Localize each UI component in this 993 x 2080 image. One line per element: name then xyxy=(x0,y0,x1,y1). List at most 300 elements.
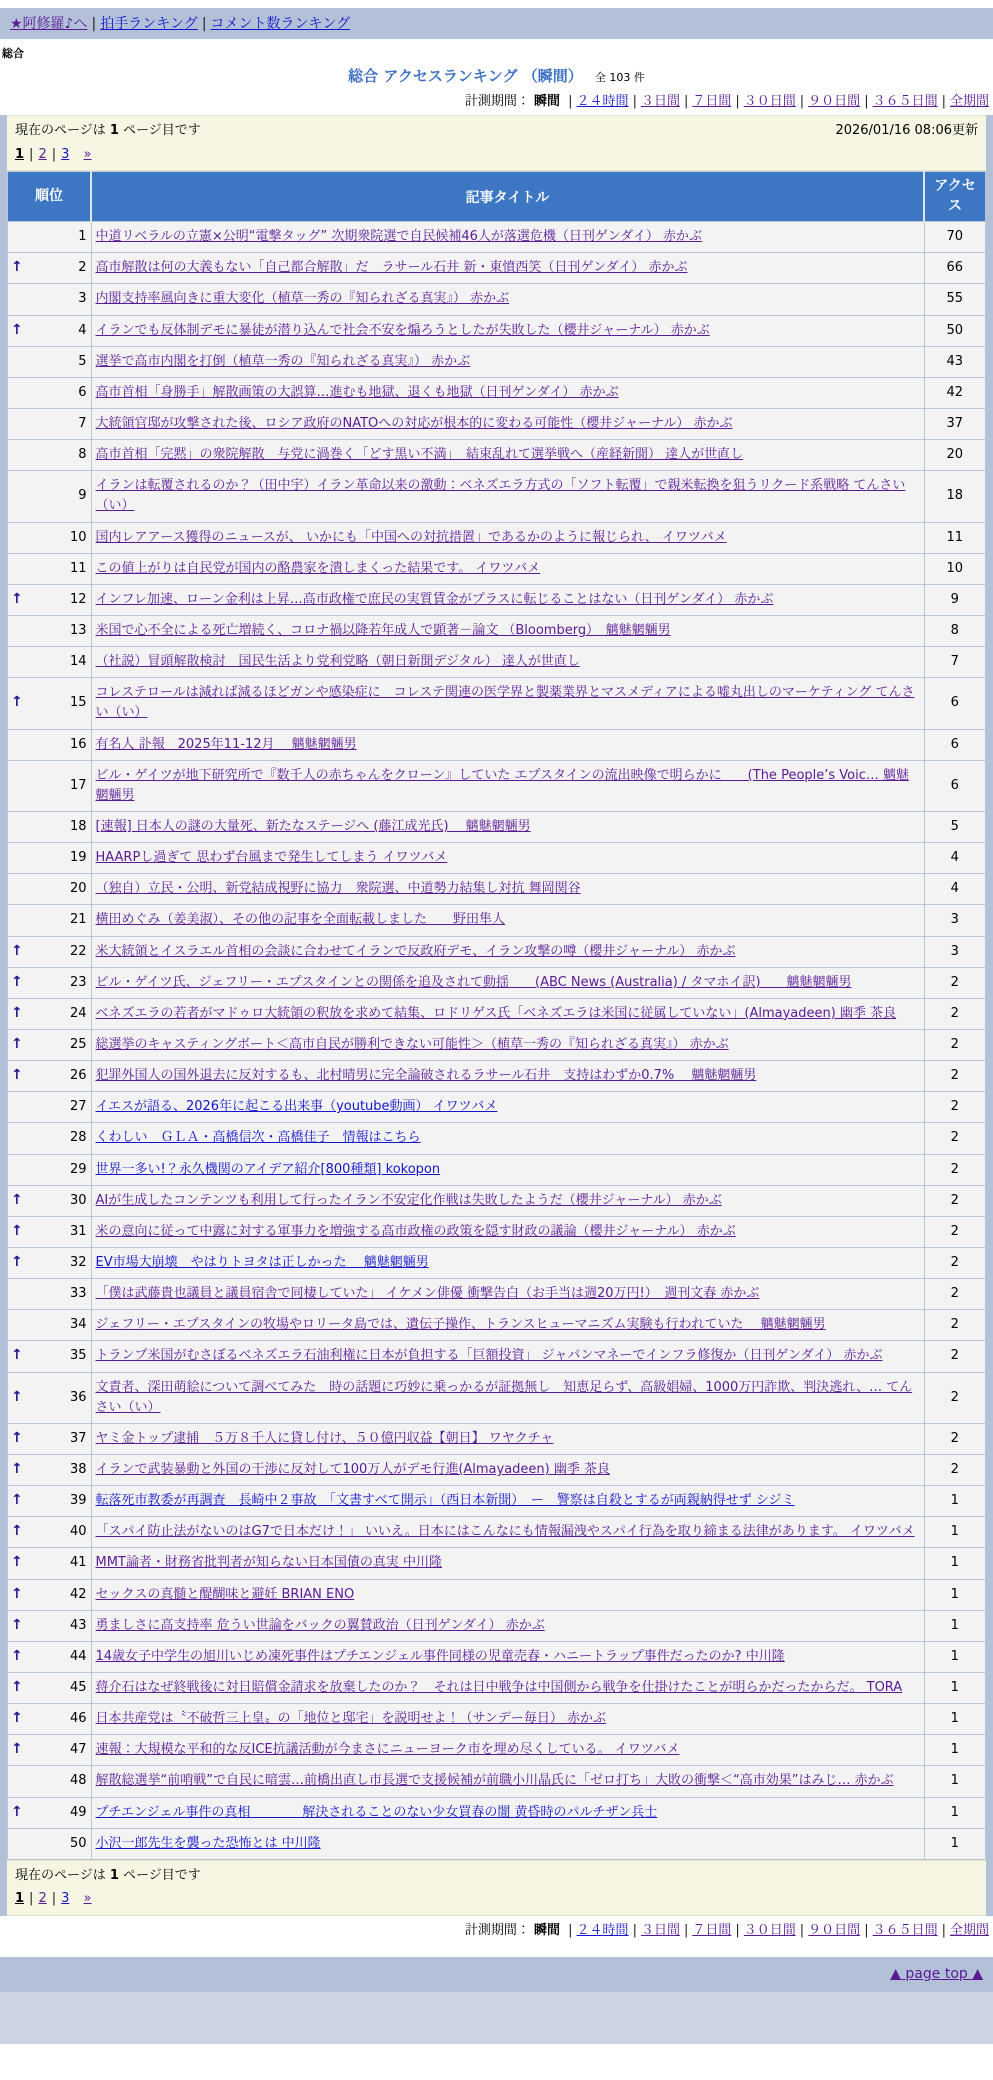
article-link[interactable]: この値上がりは自民党が国内の酪農家を潰しまくった結果です。 イワツバメ xyxy=(95,560,541,576)
table-row xyxy=(8,284,986,315)
rank-cell xyxy=(8,874,92,905)
access-count-cell: 18 xyxy=(924,471,986,522)
pagination-separator xyxy=(74,1891,78,1906)
rank-cell xyxy=(8,616,92,647)
article-title-cell xyxy=(91,1486,924,1517)
article-link[interactable]: 文責者、深田萌絵について調べてみた 時の話題に巧妙に乗っかるが証拠無し 知恵足らず、高級娼婦、1000万円詐欺、判決逃れ、… てんさい（い） xyxy=(95,1379,913,1415)
rank-number: 17 xyxy=(69,777,87,793)
rank-number: 44 xyxy=(69,1648,87,1664)
rank-cell xyxy=(8,967,92,998)
rank-up-arrow-icon: ↑ xyxy=(11,1803,23,1820)
article-title-cell xyxy=(91,553,924,584)
period-link[interactable]: ３日間 xyxy=(640,1922,680,1938)
table-row xyxy=(8,346,986,377)
column-header-rank: 順位 xyxy=(8,172,92,222)
article-title-cell xyxy=(91,1797,924,1828)
table-row xyxy=(8,1797,986,1828)
page-title-line xyxy=(0,63,993,87)
rank-cell xyxy=(8,1372,92,1423)
table-row xyxy=(8,1672,986,1703)
rank-number: 38 xyxy=(69,1461,87,1477)
table-row xyxy=(8,253,986,284)
rank-cell xyxy=(8,222,92,253)
current-page-number: 1 xyxy=(109,1867,119,1883)
rank-number: 6 xyxy=(78,384,87,400)
rank-cell xyxy=(8,1735,92,1766)
table-row xyxy=(8,440,986,471)
rank-number: 10 xyxy=(69,529,87,545)
table-row xyxy=(8,1372,986,1423)
article-title-cell xyxy=(91,678,924,729)
article-title-cell xyxy=(91,1341,924,1372)
rank-number: 18 xyxy=(69,819,87,834)
rank-number: 26 xyxy=(69,1068,87,1084)
article-title-cell xyxy=(91,760,924,811)
period-separator: | xyxy=(632,1922,637,1938)
article-title-cell xyxy=(91,471,924,522)
rank-cell xyxy=(8,1641,92,1672)
nav-link-clap-ranking[interactable]: 拍手ランキング xyxy=(100,16,198,32)
article-link[interactable]: 米の意向に従って中露に対する軍事力を増強する高市政権の政策を隠す財政の議論（櫻井ジャーナル） 赤かぶ xyxy=(95,1223,736,1239)
access-count-cell: 2 xyxy=(924,1185,986,1216)
pagination-separator: | xyxy=(29,1891,34,1907)
article-title-cell xyxy=(91,1548,924,1579)
rank-cell xyxy=(8,1454,92,1485)
article-title-cell xyxy=(91,1029,924,1060)
period-separator: | xyxy=(799,1922,805,1938)
period-link[interactable]: ２４時間 xyxy=(576,1922,629,1938)
article-title-cell xyxy=(91,616,924,647)
article-title-cell xyxy=(91,967,924,998)
article-link[interactable]: 高市首相「身勝手」解散画策の大誤算…進むも地獄、退くも地獄（日刊ゲンダイ） 赤かぶ xyxy=(95,384,619,400)
table-row xyxy=(8,905,986,936)
table-row xyxy=(8,1341,986,1372)
period-link[interactable]: ７日間 xyxy=(692,94,732,109)
updated-timestamp: 2026/01/16 08:06更新 xyxy=(835,123,978,138)
rank-up-arrow-icon: ↑ xyxy=(11,1036,23,1053)
rank-up-arrow-icon: ↑ xyxy=(11,1254,23,1271)
rank-up-arrow-icon: ↑ xyxy=(11,1005,23,1022)
rank-cell xyxy=(8,1828,92,1859)
rank-number: 50 xyxy=(69,1835,87,1851)
article-link[interactable]: 犯罪外国人の国外退去に反対するも、北村晴男に完全論破されるラサール石井 支持はわずか0.7% 魑魅魍魎男 xyxy=(95,1068,757,1084)
article-link[interactable]: インフレ加速、ローン金利は上昇…高市政権で庶民の実質賃金がプラスに転じることはない（日刊ゲンダイ） 赤かぶ xyxy=(95,591,774,607)
access-count-cell: 2 xyxy=(924,1092,986,1123)
article-title-cell xyxy=(91,222,924,253)
article-link[interactable]: （社説）冒頭解散検討 国民生活より党利党略（朝日新聞デジタル） 達人が世直し xyxy=(95,654,580,670)
rank-number: 8 xyxy=(78,447,87,463)
pagination-page-link[interactable]: 3 xyxy=(61,146,70,162)
article-title-cell xyxy=(91,377,924,408)
period-separator: | xyxy=(568,1922,573,1938)
table-row xyxy=(8,760,986,811)
access-count-cell: 2 xyxy=(924,1061,986,1092)
article-link[interactable]: （独自）立民・公明、新党結成視野に協力 衆院選、中道勢力結集し対抗 舞岡関谷 xyxy=(95,881,581,897)
rank-cell xyxy=(8,1029,92,1060)
period-separator: | xyxy=(683,1922,689,1938)
rank-number: 22 xyxy=(69,943,87,959)
access-count-cell: 66 xyxy=(924,253,986,284)
rank-cell xyxy=(8,409,92,440)
article-link[interactable]: 国内レアアース獲得のニュースが、 いかにも「中国への対抗措置」であるかのように報じられ、 イワツバメ xyxy=(95,529,727,545)
period-links xyxy=(564,1923,989,1938)
pagination-separator xyxy=(74,147,78,162)
pagination-bottom xyxy=(15,1889,978,1909)
article-link[interactable]: ヤミ金トップ逮捕 ５万８千人に貸し付け、５０億円収益【朝日】 ワヤクチャ xyxy=(95,1430,554,1446)
table-row xyxy=(8,843,986,874)
rank-up-arrow-icon: ↑ xyxy=(11,591,23,608)
article-link[interactable]: プチエンジェル事件の真相 解決されることのない少女買春の闇 黄昏時のパルチザン兵士 xyxy=(95,1804,658,1820)
access-count-cell: 55 xyxy=(924,284,986,315)
article-title-cell xyxy=(91,1423,924,1454)
access-count-cell: 8 xyxy=(924,616,986,647)
table-row xyxy=(8,471,986,522)
table-row xyxy=(8,1061,986,1092)
article-link[interactable]: 米国で心不全による死亡増続く、コロナ禍以降若年成人で顕著－論文 （Bloomberg） 魑魅魍魎男 xyxy=(95,623,671,639)
period-bar-top xyxy=(0,87,993,115)
article-link[interactable]: 解散総選挙“前哨戦”で自民に暗雲…前橋出直し市長選で支援候補が前職小川晶氏に「ゼロ打ち」大敗の衝撃＜“高市効果”はみじ… 赤かぶ xyxy=(95,1773,894,1789)
article-link[interactable]: 中道リベラルの立憲×公明“電撃タッグ” 次期衆院選で自民候補46人が落選危機（日刊ゲンダイ） 赤かぶ xyxy=(95,229,702,245)
article-title-cell xyxy=(91,253,924,284)
table-row xyxy=(8,1548,986,1579)
period-separator: | xyxy=(941,1922,946,1938)
table-row xyxy=(8,1454,986,1485)
rank-cell xyxy=(8,729,92,760)
rank-number: 25 xyxy=(69,1036,87,1052)
access-count-cell: 1 xyxy=(924,1579,986,1610)
article-link[interactable]: MMT論者・財務省批判者が知らない日本国債の真実 中川隆 xyxy=(95,1555,443,1571)
rank-cell xyxy=(8,1061,92,1092)
rank-number: 24 xyxy=(69,1005,87,1021)
article-link[interactable]: イランでも反体制デモに暴徒が潜り込んで社会不安を煽ろうとしたが失敗した（櫻井ジャーナル） 赤かぶ xyxy=(95,322,710,338)
access-count-cell: 2 xyxy=(924,1423,986,1454)
article-title-cell xyxy=(91,1641,924,1672)
rank-cell xyxy=(8,1610,92,1641)
article-link[interactable]: イランは転覆されるのか？（田中宇）イラン革命以来の激動：ベネズエラ方式の「ソフト転覆」で親米転換を狙うリクード系戦略 てんさい（い） xyxy=(95,478,906,514)
rank-up-arrow-icon: ↑ xyxy=(11,1388,23,1405)
rank-up-arrow-icon: ↑ xyxy=(11,1585,23,1602)
article-link[interactable]: HAARPし過ぎて 思わず台風まで発生してしまう イワツバメ xyxy=(95,850,448,866)
article-title-cell xyxy=(91,1579,924,1610)
article-title-cell xyxy=(91,1454,924,1485)
article-title-cell xyxy=(91,843,924,874)
article-title-cell xyxy=(91,1123,924,1154)
rank-number: 13 xyxy=(69,623,87,639)
article-title-cell xyxy=(91,346,924,377)
period-link[interactable]: ３０日間 xyxy=(743,1922,796,1938)
table-row xyxy=(8,377,986,408)
rank-number: 2 xyxy=(78,260,87,276)
period-separator: | xyxy=(864,1922,869,1938)
access-count-cell: 1 xyxy=(924,1828,986,1859)
article-title-cell xyxy=(91,812,924,843)
article-link[interactable]: 米大統領とイスラエル首相の会談に合わせてイランで反政府デモ、イラン攻撃の噂（櫻井ジャーナル） 赤かぶ xyxy=(95,943,736,959)
rank-cell xyxy=(8,1247,92,1278)
period-separator: | xyxy=(735,94,740,109)
rank-cell xyxy=(8,936,92,967)
current-page-text: 現在のページは 1 ページ目です xyxy=(15,1867,201,1883)
rank-number: 39 xyxy=(69,1493,87,1509)
current-page-text: 現在のページは 1 ページ目です xyxy=(15,123,201,138)
period-link[interactable]: ９０日間 xyxy=(808,94,861,109)
rank-cell xyxy=(8,1766,92,1797)
table-row xyxy=(8,936,986,967)
article-link[interactable]: 日本共産党は〝不破哲三上皇〟の「地位と邸宅」を説明せよ！（サンデー毎日） 赤かぶ xyxy=(95,1711,606,1727)
rank-number: 32 xyxy=(69,1254,87,1270)
period-separator: | xyxy=(799,94,805,109)
rank-cell xyxy=(8,440,92,471)
period-link[interactable]: ３６５日間 xyxy=(872,94,938,109)
rank-up-arrow-icon: ↑ xyxy=(11,1067,23,1084)
table-row xyxy=(8,584,986,615)
access-count-cell: 2 xyxy=(924,967,986,998)
article-title-cell xyxy=(91,409,924,440)
access-count-cell: 2 xyxy=(924,1310,986,1341)
article-title-cell xyxy=(91,874,924,905)
access-count-cell: 11 xyxy=(924,522,986,553)
access-count-cell: 70 xyxy=(924,222,986,253)
article-link[interactable]: ベネズエラの若者がマドゥロ大統領の釈放を求めて結集、ロドリゲス氏「ベネズエラは米国に従属していない」(Almayadeen) 幽季 茶良 xyxy=(95,1005,897,1021)
pagination-page-link[interactable]: 2 xyxy=(38,146,47,162)
rank-up-arrow-icon: ↑ xyxy=(11,1492,23,1509)
article-title-cell xyxy=(91,1828,924,1859)
rank-cell xyxy=(8,1704,92,1735)
access-count-cell: 42 xyxy=(924,377,986,408)
period-separator: | xyxy=(735,1922,740,1938)
article-link[interactable]: イエスが語る、2026年に起こる出来事（youtube動画） イワツバメ xyxy=(95,1099,498,1115)
table-row xyxy=(8,222,986,253)
article-title-cell xyxy=(91,1279,924,1310)
rank-number: 11 xyxy=(69,560,87,576)
rank-number: 41 xyxy=(69,1555,87,1571)
article-link[interactable]: 高市首相「完黙」の衆院解散 与党に渦巻く「どす黒い不満」 結束乱れて選挙戦へ（産経新聞） 達人が世直し xyxy=(95,447,744,463)
article-title-cell xyxy=(91,998,924,1029)
article-title-cell xyxy=(91,1517,924,1548)
rank-cell xyxy=(8,1341,92,1372)
access-count-cell: 2 xyxy=(924,1341,986,1372)
article-link[interactable]: 「スパイ防止法がないのはG7で日本だけ！」 いいえ。日本にはこんなにも情報漏洩やスパイ行為を取り締まる法律があります。 イワツバメ xyxy=(95,1524,915,1540)
access-count-cell: 6 xyxy=(924,760,986,811)
access-count-cell: 3 xyxy=(924,905,986,936)
rank-number: 27 xyxy=(69,1099,87,1115)
article-link[interactable]: 速報：大規模な平和的な反ICE抗議活動が今まさにニューヨーク市を埋め尽くしている。 イワツバメ xyxy=(95,1742,680,1758)
article-title-cell xyxy=(91,284,924,315)
rank-up-arrow-icon: ↑ xyxy=(11,1616,23,1633)
rank-up-arrow-icon: ↑ xyxy=(11,694,23,711)
rank-cell xyxy=(8,1672,92,1703)
access-count-cell: 2 xyxy=(924,1029,986,1060)
article-link[interactable]: 有名人 訃報 2025年11-12月 魑魅魍魎男 xyxy=(95,736,357,752)
rank-up-arrow-icon: ↑ xyxy=(11,1223,23,1240)
article-link[interactable]: コレステロールは減れば減るほどガンや感染症に コレステ関連の医学界と製薬業界とマスメディアによる嘘丸出しのマーケティング てんさい（い） xyxy=(95,685,915,721)
table-row xyxy=(8,1123,986,1154)
table-row xyxy=(8,1247,986,1278)
rank-number: 31 xyxy=(69,1223,87,1239)
rank-number: 36 xyxy=(69,1389,87,1405)
article-link[interactable]: ジェフリー・エプスタインの牧場やロリータ島では、遺伝子操作、トランスヒューマニズム実験も行われていた 魑魅魍魎男 xyxy=(95,1317,826,1333)
article-link[interactable]: ビル・ゲイツ氏、ジェフリー・エプスタインとの関係を追及されて動揺 (ABC News (Australia) / タマホイ訳) 魑魅魍魎男 xyxy=(95,974,852,990)
table-row xyxy=(8,1279,986,1310)
rank-number: 14 xyxy=(69,654,87,670)
article-title-cell xyxy=(91,1704,924,1735)
top-nav-bar xyxy=(0,8,993,39)
article-link[interactable]: AIが生成したコンテンツも利用して行ったイラン不安定化作戦は失敗したようだ（櫻井ジャーナル） 赤かぶ xyxy=(95,1192,722,1208)
period-bar-bottom xyxy=(0,1916,993,1944)
table-row xyxy=(8,522,986,553)
period-link[interactable]: ２４時間 xyxy=(576,94,629,109)
article-link[interactable]: 大統領官邸が攻撃された後、ロシア政府のNATOへの対応が根本的に変わる可能性（櫻井ジャーナル） 赤かぶ xyxy=(95,416,733,432)
rank-cell xyxy=(8,1092,92,1123)
rank-cell xyxy=(8,1486,92,1517)
article-link[interactable]: 転落死市教委が再調査 長崎中２事故 「文書すべて開示」（西日本新聞） ー 警察は自殺とするが両親納得せず シジミ xyxy=(95,1493,795,1509)
rank-cell xyxy=(8,678,92,729)
rank-cell xyxy=(8,647,92,678)
table-row xyxy=(8,1828,986,1859)
article-link[interactable]: セックスの真髄と醍醐味と避妊 BRIAN ENO xyxy=(95,1586,355,1602)
article-link[interactable]: 選挙で高市内閣を打倒（植草一秀の『知られざる真実』） 赤かぶ xyxy=(95,353,471,369)
rank-number: 15 xyxy=(69,695,87,711)
nav-separator: | xyxy=(91,16,97,32)
rank-number: 46 xyxy=(69,1711,87,1727)
pagination-page-link[interactable]: 2 xyxy=(38,1891,47,1907)
article-link[interactable]: 勇ましさに高支持率 危うい世論をバックの翼賛政治（日刊ゲンダイ） 赤かぶ xyxy=(95,1617,545,1633)
rank-number: 33 xyxy=(69,1286,87,1302)
period-link[interactable]: 全期間 xyxy=(949,1922,989,1938)
page-top-bar xyxy=(0,1957,993,1992)
table-row xyxy=(8,1610,986,1641)
rank-number: 23 xyxy=(69,974,87,990)
article-link[interactable]: EV市場大崩壊 やはりトヨタは正しかった 魑魅魍魎男 xyxy=(95,1254,429,1270)
table-row xyxy=(8,1517,986,1548)
access-count-cell: 5 xyxy=(924,812,986,843)
period-current: 瞬間 xyxy=(534,94,561,109)
total-count: 全 103 件 xyxy=(594,71,645,84)
rank-up-arrow-icon: ↑ xyxy=(11,1741,23,1758)
article-link[interactable]: 内閣支持率風向きに重大変化（植草一秀の『知られざる真実』） 赤かぶ xyxy=(95,291,510,307)
period-link[interactable]: ９０日間 xyxy=(808,1922,861,1938)
article-title-cell xyxy=(91,1372,924,1423)
rank-cell xyxy=(8,998,92,1029)
access-count-cell: 43 xyxy=(924,346,986,377)
rank-number: 16 xyxy=(69,736,87,752)
table-row xyxy=(8,1029,986,1060)
pagination-page-link[interactable]: » xyxy=(83,1891,92,1907)
article-title-cell xyxy=(91,1154,924,1185)
page-background-bottom xyxy=(0,1992,993,2044)
page-title: 総合 アクセスランキング （瞬間） xyxy=(348,67,583,85)
article-link[interactable]: [速報] 日本人の謎の大量死、新たなステージへ (藤江成光氏) 魑魅魍魎男 xyxy=(95,819,531,834)
table-header-row xyxy=(8,172,986,222)
article-title-cell xyxy=(91,647,924,678)
rank-number: 40 xyxy=(69,1524,87,1540)
rank-number: 12 xyxy=(69,591,87,607)
article-link[interactable]: イランで武装暴動と外国の干渉に反対して100万人がデモ行進(Almayadeen) 幽季 茶良 xyxy=(95,1461,611,1477)
access-count-cell: 1 xyxy=(924,1766,986,1797)
rank-number: 21 xyxy=(69,912,87,928)
period-link[interactable]: ３６５日間 xyxy=(872,1922,938,1938)
article-link[interactable]: ビル・ゲイツが地下研究所で『数千人の赤ちゃんをクローン』していた エプスタインの流出映像で明らかに (The People’s Voic… 魑魅魍魎男 xyxy=(95,767,910,803)
article-title-cell xyxy=(91,1672,924,1703)
article-title-cell xyxy=(91,1061,924,1092)
access-count-cell: 1 xyxy=(924,1704,986,1735)
table-row xyxy=(8,1310,986,1341)
access-count-cell: 1 xyxy=(924,1517,986,1548)
table-row xyxy=(8,1486,986,1517)
period-label: 計測期間： xyxy=(464,1922,530,1938)
nav-link-home[interactable]: ★阿修羅♪へ xyxy=(10,16,88,32)
rank-number: 9 xyxy=(78,488,87,504)
category-label: 総合 xyxy=(2,47,24,60)
period-link[interactable]: 全期間 xyxy=(949,94,989,109)
rank-number: 5 xyxy=(78,353,87,369)
nav-link-comment-ranking[interactable]: コメント数ランキング xyxy=(210,16,351,32)
rank-up-arrow-icon: ↑ xyxy=(11,973,23,990)
access-count-cell: 1 xyxy=(924,1486,986,1517)
article-link[interactable]: 総選挙のキャスティングボート＜高市自民が勝利できない可能性＞（植草一秀の『知られざる真実』） 赤かぶ xyxy=(95,1036,729,1052)
nav-separator: | xyxy=(201,16,207,32)
rank-number: 49 xyxy=(69,1804,87,1820)
table-row xyxy=(8,729,986,760)
article-title-cell xyxy=(91,1216,924,1247)
pagination-page-link[interactable]: 3 xyxy=(61,1891,70,1907)
article-link[interactable]: 14歳女子中学生の旭川いじめ凍死事件はプチエンジェル事件同様の児童売春・ハニートラップ事件だったのか? 中川隆 xyxy=(95,1648,785,1664)
rank-up-arrow-icon: ↑ xyxy=(11,1191,23,1208)
article-link[interactable]: くわしい ＧＬＡ・高橋信次・高橋佳子 情報はこちら xyxy=(95,1130,421,1146)
page-top-link[interactable]: ▲ page top ▲ xyxy=(890,1965,983,1982)
table-row xyxy=(8,647,986,678)
period-separator: | xyxy=(941,94,946,109)
article-title-cell xyxy=(91,1610,924,1641)
rank-cell xyxy=(8,346,92,377)
article-link[interactable]: 「僕は武藤貴也議員と議員宿舎で同棲していた」 イケメン俳優 衝撃告白（お手当は週20万円!） 週刊文春 赤かぶ xyxy=(95,1286,760,1302)
rank-up-arrow-icon: ↑ xyxy=(11,942,23,959)
pagination-separator: | xyxy=(51,1891,57,1907)
article-title-cell xyxy=(91,1092,924,1123)
rank-cell xyxy=(8,760,92,811)
access-count-cell: 10 xyxy=(924,553,986,584)
article-link[interactable]: トランプ米国がむさぼるベネズエラ石油利権に日本が負担する「巨額投資」 ジャパンマネーでインフラ修復か（日刊ゲンダイ） 赤かぶ xyxy=(95,1348,883,1364)
article-link[interactable]: 小沢一郎先生を襲った恐怖とは 中川隆 xyxy=(95,1835,321,1851)
rank-cell xyxy=(8,553,92,584)
rank-up-arrow-icon: ↑ xyxy=(11,1523,23,1540)
access-count-cell: 4 xyxy=(924,843,986,874)
period-separator: | xyxy=(864,94,869,109)
period-link[interactable]: ７日間 xyxy=(692,1922,732,1938)
pagination-page-link[interactable]: » xyxy=(83,146,92,162)
access-count-cell: 2 xyxy=(924,1154,986,1185)
table-row xyxy=(8,1641,986,1672)
period-link[interactable]: ３日間 xyxy=(640,94,680,109)
access-count-cell: 2 xyxy=(924,1123,986,1154)
access-count-cell: 2 xyxy=(924,1372,986,1423)
access-count-cell: 37 xyxy=(924,409,986,440)
table-row xyxy=(8,1216,986,1247)
rank-cell xyxy=(8,812,92,843)
access-count-cell: 7 xyxy=(924,647,986,678)
rank-number: 7 xyxy=(78,416,87,432)
rank-cell xyxy=(8,905,92,936)
access-count-cell: 20 xyxy=(924,440,986,471)
article-link[interactable]: 世界一多い!？永久機関のアイデア紹介[800種類] kokopon xyxy=(95,1161,441,1177)
article-link[interactable]: 高市解散は何の大義もない「自己都合解散」だ ラサール石井 新・東憤西笑（日刊ゲンダイ） 赤かぶ xyxy=(95,260,688,276)
period-separator: | xyxy=(568,94,573,109)
article-link[interactable]: 横田めぐみ（姜美淑）、その他の記事を全面転載しました 野田隼人 xyxy=(95,912,506,928)
table-row xyxy=(8,616,986,647)
period-current: 瞬間 xyxy=(534,1922,561,1938)
period-link[interactable]: ３０日間 xyxy=(743,94,796,109)
content-frame xyxy=(0,115,993,1916)
article-link[interactable]: 蒋介石はなぜ終戦後に対日賠償金請求を放棄したのか？ それは日中戦争は中国側から戦争を仕掛けたことが明らかだったからだ。 TORA xyxy=(95,1679,903,1695)
